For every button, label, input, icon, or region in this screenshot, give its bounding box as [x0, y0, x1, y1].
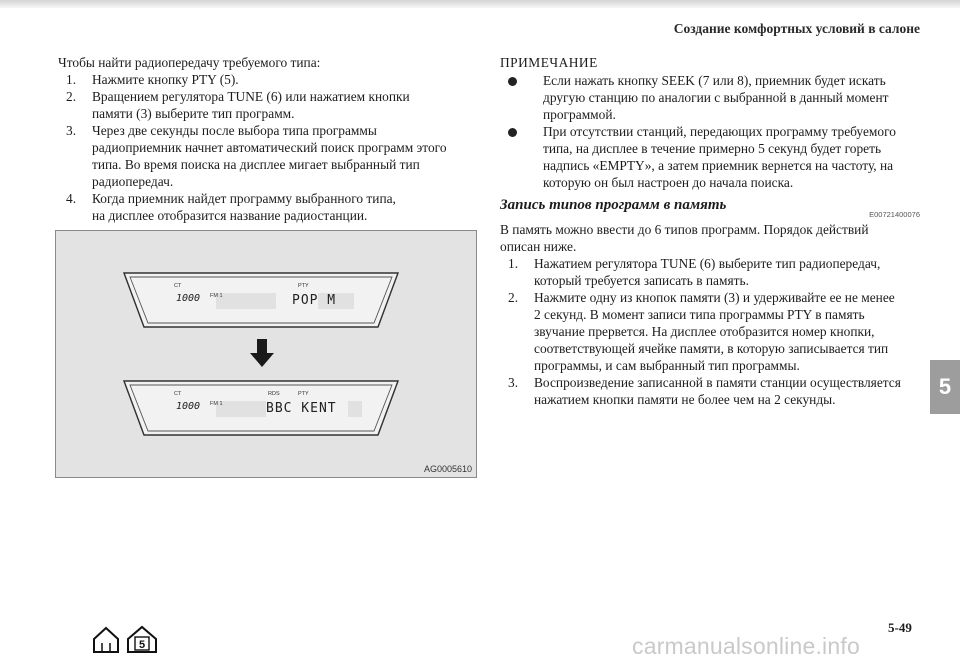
- note-line: программой.: [543, 107, 616, 122]
- step-line: Нажмите кнопку PTY (5).: [92, 72, 239, 87]
- list-item: [500, 123, 920, 191]
- intro-line: В память можно ввести до 6 типов программ. Порядок действий: [500, 222, 869, 237]
- note-title: ПРИМЕЧАНИЕ: [500, 55, 598, 70]
- list-item: [66, 88, 478, 122]
- step-line: радиопередач.: [92, 174, 174, 189]
- radio-display-figure: [55, 230, 477, 478]
- frequency-readout: 1000: [176, 293, 201, 304]
- note-line: надпись «EMPTY», а затем приемник вернется на частоту, на: [543, 158, 894, 173]
- step-line: звучание прервется. На дисплее отобразится номер кнопки,: [534, 324, 875, 339]
- chapter-tab[interactable]: 5: [930, 360, 960, 414]
- bullet-icon: [508, 77, 517, 86]
- running-header: Создание комфортных условий в салоне: [673, 21, 920, 36]
- step-line: Вращением регулятора TUNE (6) или нажатием кнопки: [92, 89, 410, 104]
- step-line: 2 секунд. В момент записи типа программы PTY в память: [534, 307, 865, 322]
- step-number: 4.: [66, 191, 77, 206]
- ct-indicator: CT: [174, 283, 182, 289]
- program-type-text: POP M: [292, 293, 337, 308]
- section-code: E00721400076: [869, 210, 920, 219]
- display-bottom-panel: [124, 381, 398, 435]
- step-line: на дисплее отобразится название радиостанции.: [92, 208, 368, 223]
- arrow-down-icon: [250, 339, 274, 367]
- section-title: Запись типов программ в память: [500, 197, 727, 213]
- step-line: Воспроизведение записанной в памяти станции осуществляется: [534, 375, 901, 390]
- display-illustration: [56, 231, 476, 477]
- pty-indicator: PTY: [298, 391, 309, 397]
- list-item: [500, 72, 920, 123]
- frequency-readout: 1000: [176, 401, 201, 412]
- step-line: типа. Во время поиска на дисплее мигает выбранный тип: [92, 157, 420, 172]
- list-item: [66, 122, 478, 190]
- note-list: [500, 72, 920, 191]
- search-steps-list: [58, 71, 478, 224]
- station-name-text: BBC KENT: [266, 401, 337, 416]
- bullet-icon: [508, 128, 517, 137]
- step-line: соответствующей ячейке памяти, в которую записывается тип: [534, 341, 889, 356]
- pty-indicator: PTY: [298, 283, 309, 289]
- step-line: Нажмите одну из кнопок памяти (3) и удерживайте ее не менее: [534, 290, 895, 305]
- list-item: [508, 289, 920, 374]
- list-item: [66, 190, 478, 224]
- right-column: [500, 54, 920, 408]
- section-heading: [500, 197, 920, 219]
- bottom-navigation: [92, 625, 172, 655]
- note-line: При отсутствии станций, передающих программу требуемого: [543, 124, 896, 139]
- step-line: программы, и сам выбранный тип программы.: [534, 358, 800, 373]
- memory-steps-list: [500, 255, 920, 408]
- step-line: памяти (3) выберите тип программ.: [92, 106, 295, 121]
- note-line: типа, на дисплее в течение примерно 5 секунд будет гореть: [543, 141, 882, 156]
- note-line: Если нажать кнопку SEEK (7 или 8), приемник будет искать: [543, 73, 886, 88]
- band-indicator: FM 1: [210, 293, 223, 299]
- step-number: 3.: [66, 123, 77, 138]
- section-intro: [500, 221, 920, 255]
- watermark: carmanualsonline.info: [632, 633, 860, 659]
- display-top-panel: [124, 273, 398, 327]
- step-line: Когда приемник найдет программу выбранного типа,: [92, 191, 396, 206]
- intro-text: Чтобы найти радиопередачу требуемого типа:: [58, 55, 321, 70]
- note-line: другую станцию по аналогии с выбранной в данный момент: [543, 90, 889, 105]
- home-icon[interactable]: [94, 628, 118, 652]
- intro-line: описан ниже.: [500, 239, 577, 254]
- list-item: [66, 71, 478, 88]
- step-number: 2.: [508, 290, 519, 305]
- note-line: которую он был настроен до начала поиска.: [543, 175, 794, 190]
- chapter-home-icon[interactable]: [128, 627, 156, 652]
- step-number: 3.: [508, 375, 519, 390]
- header-band: [0, 0, 960, 8]
- step-line: нажатием кнопки памяти не более чем на 2 секунды.: [534, 392, 836, 407]
- ct-indicator: CT: [174, 391, 182, 397]
- rds-indicator: RDS: [268, 391, 280, 397]
- list-item: [508, 255, 920, 289]
- band-indicator: FM 1: [210, 401, 223, 407]
- chapter-badge: 5: [138, 639, 146, 651]
- step-line: радиоприемник начнет автоматический поиск программ этого: [92, 140, 447, 155]
- list-item: [508, 374, 920, 408]
- step-number: 1.: [66, 72, 77, 87]
- step-number: 2.: [66, 89, 77, 104]
- page-number: 5-49: [888, 620, 912, 635]
- step-number: 1.: [508, 256, 519, 271]
- step-line: Через две секунды после выбора типа программы: [92, 123, 377, 138]
- figure-code: AG0005610: [423, 464, 472, 474]
- step-line: который требуется записать в память.: [534, 273, 749, 288]
- left-column: [58, 54, 478, 224]
- step-line: Нажатием регулятора TUNE (6) выберите тип радиопередач,: [534, 256, 881, 271]
